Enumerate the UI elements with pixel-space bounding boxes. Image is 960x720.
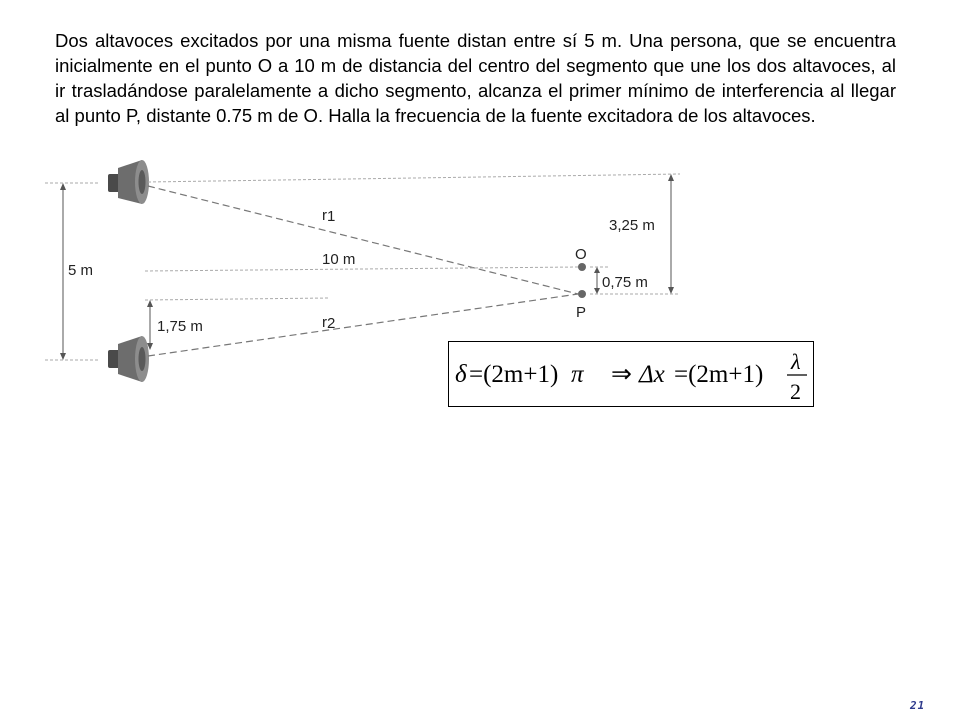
formula-implies: ⇒: [611, 361, 632, 388]
dim-5m-arrow-up: [60, 183, 66, 190]
dim-5m-arrow-down: [60, 353, 66, 360]
formula-lambda: λ: [791, 349, 801, 374]
formula-pi: π: [571, 361, 584, 388]
dim-325m-arrow-up: [668, 174, 674, 181]
label-325m: 3,25 m: [609, 217, 655, 234]
dim-075m-arrow-down: [594, 288, 600, 294]
page-number: 21: [910, 699, 926, 712]
formula-eq1: =(2m+1): [469, 361, 559, 388]
top-reference-line: [148, 174, 680, 182]
point-o-marker: [578, 263, 586, 271]
label-175m: 1,75 m: [157, 318, 203, 335]
label-5m: 5 m: [68, 262, 94, 279]
point-p-marker: [578, 290, 586, 298]
label-point-p: P: [576, 304, 587, 321]
label-075m: 0,75 m: [602, 274, 648, 291]
dim-175m-arrow-up: [147, 300, 153, 307]
dim-325m-arrow-down: [668, 287, 674, 294]
path-r1: [148, 186, 578, 294]
label-r1: r1: [322, 207, 336, 225]
formula-box: [448, 341, 814, 407]
dim-075m-arrow-up: [594, 267, 600, 273]
ref-175-line: [145, 298, 330, 300]
problem-statement: Dos altavoces excitados por una misma fuente distan entre sí 5 m. Una persona, que se encuentra inicialmente en el punto O a 10 m de distancia del centro del segmento que une los dos altavoces, al ir trasladándose paralelamente a dicho segmento, alcanza el primer mínimo de interferencia al llegar al punto P, distante 0.75 m de O. Halla la frecuencia de la fuente excitadora de los altavoces.: [55, 30, 896, 126]
label-10m: 10 m: [322, 251, 356, 268]
formula-delta: δ: [455, 361, 467, 388]
label-point-o: O: [575, 246, 587, 263]
speaker-bottom-icon: [108, 336, 149, 382]
formula-two: 2: [790, 379, 801, 404]
center-line-10m: [145, 267, 578, 271]
label-r2: r2: [322, 314, 336, 332]
formula-eq2: =(2m+1): [674, 361, 764, 388]
formula: [449, 342, 813, 406]
formula-delta-x: Δx: [639, 361, 665, 388]
speaker-top-icon: [108, 160, 149, 204]
